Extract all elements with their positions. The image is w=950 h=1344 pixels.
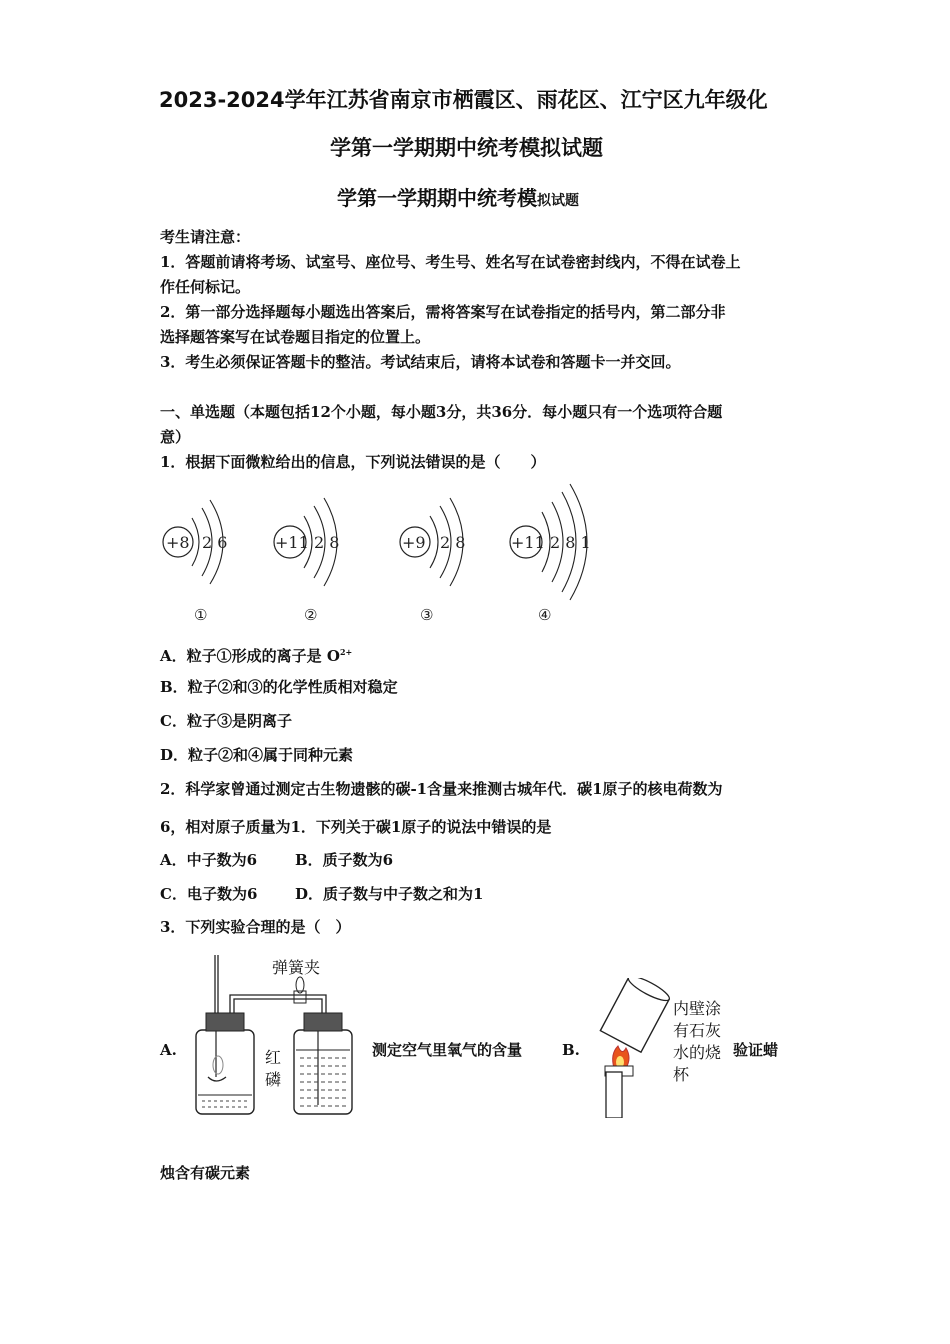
atom3-label: ③ bbox=[420, 606, 434, 624]
q3-option-a-desc: 测定空气里氧气的含量 bbox=[372, 1041, 523, 1059]
atom4-shells: 2 8 1 bbox=[550, 533, 591, 552]
atom-diagram-2 bbox=[274, 498, 339, 624]
section-heading-cont: 意） bbox=[160, 428, 191, 446]
q3-stem: 3．下列实验合理的是（ ） bbox=[160, 918, 351, 936]
notice-item: 作任何标记。 bbox=[160, 278, 251, 296]
notice-item: 1．答题前请将考场、试室号、座位号、考生号、姓名写在试卷密封线内，不得在试卷上 bbox=[160, 253, 741, 271]
atom-diagram-3 bbox=[400, 498, 465, 624]
beaker-note-line: 内壁涂 bbox=[673, 999, 722, 1018]
beaker-note-line: 有石灰 bbox=[673, 1021, 722, 1040]
q1-stem: 1．根据下面微粒给出的信息，下列说法错误的是（ ） bbox=[160, 453, 546, 471]
q1-option-a-text: A．粒子①形成的离子是 O bbox=[160, 647, 340, 665]
spring-clamp-label: 弹簧夹 bbox=[272, 958, 321, 977]
atom3-nucleus: +9 bbox=[402, 533, 426, 552]
q1-option-b: B．粒子②和③的化学性质相对稳定 bbox=[160, 678, 398, 696]
atom1-nucleus: +8 bbox=[166, 533, 190, 552]
q3-option-b-desc: 验证蜡 bbox=[733, 1041, 779, 1059]
q2-stem-line1: 2．科学家曾通过测定古生物遗骸的碳-1含量来推测古城年代．碳1原子的核电荷数为 bbox=[160, 780, 723, 798]
beaker-note-line: 水的烧 bbox=[673, 1043, 722, 1062]
q2-option-c: C．电子数为6 bbox=[160, 885, 258, 903]
notice-item: 2．第一部分选择题每小题选出答案后，需将答案写在试卷指定的括号内，第二部分非 bbox=[160, 303, 726, 321]
atom3-shells: 2 8 bbox=[440, 533, 466, 552]
section-heading: 一、单选题（本题包括12个小题，每小题3分，共36分．每小题只有一个选项符合题 bbox=[160, 403, 723, 421]
atom-diagram-4 bbox=[510, 484, 591, 624]
title-line3-large: 学第一学期期中统考模 bbox=[337, 186, 537, 210]
q2-option-b: B．质子数为6 bbox=[295, 851, 394, 869]
page-title-line3 bbox=[337, 188, 579, 211]
atom2-shells: 2 8 bbox=[314, 533, 340, 552]
q1-option-a-superscript: 2+ bbox=[339, 647, 353, 657]
page-title-line1: 2023-2024学年江苏省南京市栖霞区、雨花区、江宁区九年级化 bbox=[159, 88, 768, 112]
q2-option-d: D．质子数与中子数之和为1 bbox=[295, 885, 484, 903]
q1-option-d: D．粒子②和④属于同种元素 bbox=[160, 746, 354, 764]
atom-diagram-1 bbox=[163, 500, 227, 624]
atom-structure-diagrams bbox=[150, 482, 630, 632]
red-label: 红 bbox=[265, 1048, 282, 1067]
red-phosphorus-apparatus bbox=[188, 955, 368, 1120]
atom1-shells: 2 6 bbox=[202, 533, 228, 552]
beaker-note-line: 杯 bbox=[673, 1065, 690, 1084]
q1-option-a bbox=[160, 642, 352, 666]
candle-beaker-apparatus bbox=[592, 978, 672, 1118]
page-title-line2: 学第一学期期中统考模拟试题 bbox=[330, 136, 603, 160]
phosphorus-label: 磷 bbox=[265, 1070, 282, 1089]
title-line3-small: 拟试题 bbox=[537, 193, 579, 209]
atom2-nucleus: +11 bbox=[275, 533, 309, 552]
q3-option-a-label: A. bbox=[160, 1041, 177, 1059]
notice-heading: 考生请注意： bbox=[160, 228, 251, 246]
atom1-label: ① bbox=[194, 606, 208, 624]
q1-option-c: C．粒子③是阴离子 bbox=[160, 712, 292, 730]
q3-option-b-label: B. bbox=[562, 1041, 580, 1059]
notice-item: 3．考生必须保证答题卡的整洁。考试结束后，请将本试卷和答题卡一并交回。 bbox=[160, 353, 681, 371]
atom4-nucleus: +11 bbox=[511, 533, 545, 552]
atom2-label: ② bbox=[304, 606, 318, 624]
q2-option-a: A．中子数为6 bbox=[160, 851, 258, 869]
beaker-note bbox=[673, 998, 721, 1086]
notice-item: 选择题答案写在试卷题目指定的位置上。 bbox=[160, 328, 431, 346]
q3-option-b-desc-cont: 烛含有碳元素 bbox=[160, 1164, 251, 1182]
atom4-label: ④ bbox=[538, 606, 552, 624]
q2-stem-line2: 6，相对原子质量为1．下列关于碳1原子的说法中错误的是 bbox=[160, 818, 552, 836]
